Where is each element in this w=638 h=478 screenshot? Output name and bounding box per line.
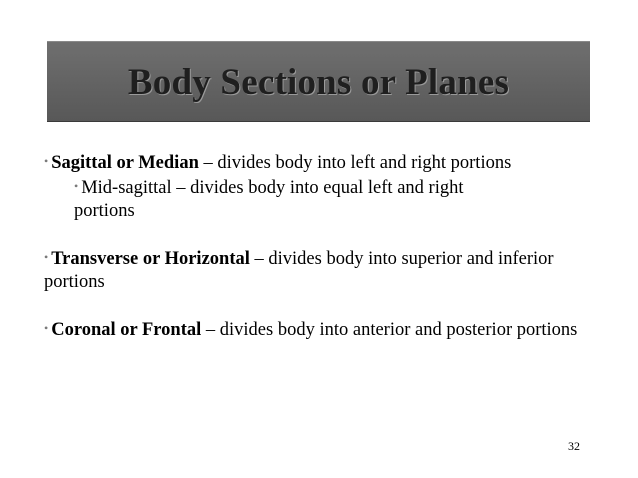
slide-title: Body Sections or Planes	[127, 62, 510, 103]
description-transverse: – divides body into superior and inferior portions	[44, 249, 554, 292]
mid-sagittal-line1: Mid-sagittal – divides body into equal left and right	[81, 178, 464, 198]
spacer	[44, 223, 604, 246]
spacer	[44, 294, 604, 317]
description-coronal: – divides body into anterior and posterior portions	[201, 320, 578, 340]
bullet-coronal	[44, 317, 604, 342]
term-coronal: Coronal or Frontal	[51, 320, 202, 340]
bullet-transverse	[44, 246, 604, 294]
bullet-dot-icon: •	[74, 179, 79, 193]
term-transverse: Transverse or Horizontal	[51, 249, 250, 269]
term-sagittal: Sagittal or Median	[51, 153, 199, 173]
bullet-dot-icon: •	[44, 321, 49, 335]
bullet-sagittal	[44, 150, 604, 175]
bullet-dot-icon: •	[44, 154, 49, 168]
page-number: 32	[568, 439, 580, 453]
description-sagittal: – divides body into left and right portions	[198, 153, 512, 173]
title-bar	[47, 41, 590, 122]
bullet-dot-icon: •	[44, 250, 49, 264]
subbullet-mid-sagittal	[44, 175, 604, 223]
slide-content	[44, 150, 604, 342]
mid-sagittal-line2: portions	[74, 201, 135, 221]
